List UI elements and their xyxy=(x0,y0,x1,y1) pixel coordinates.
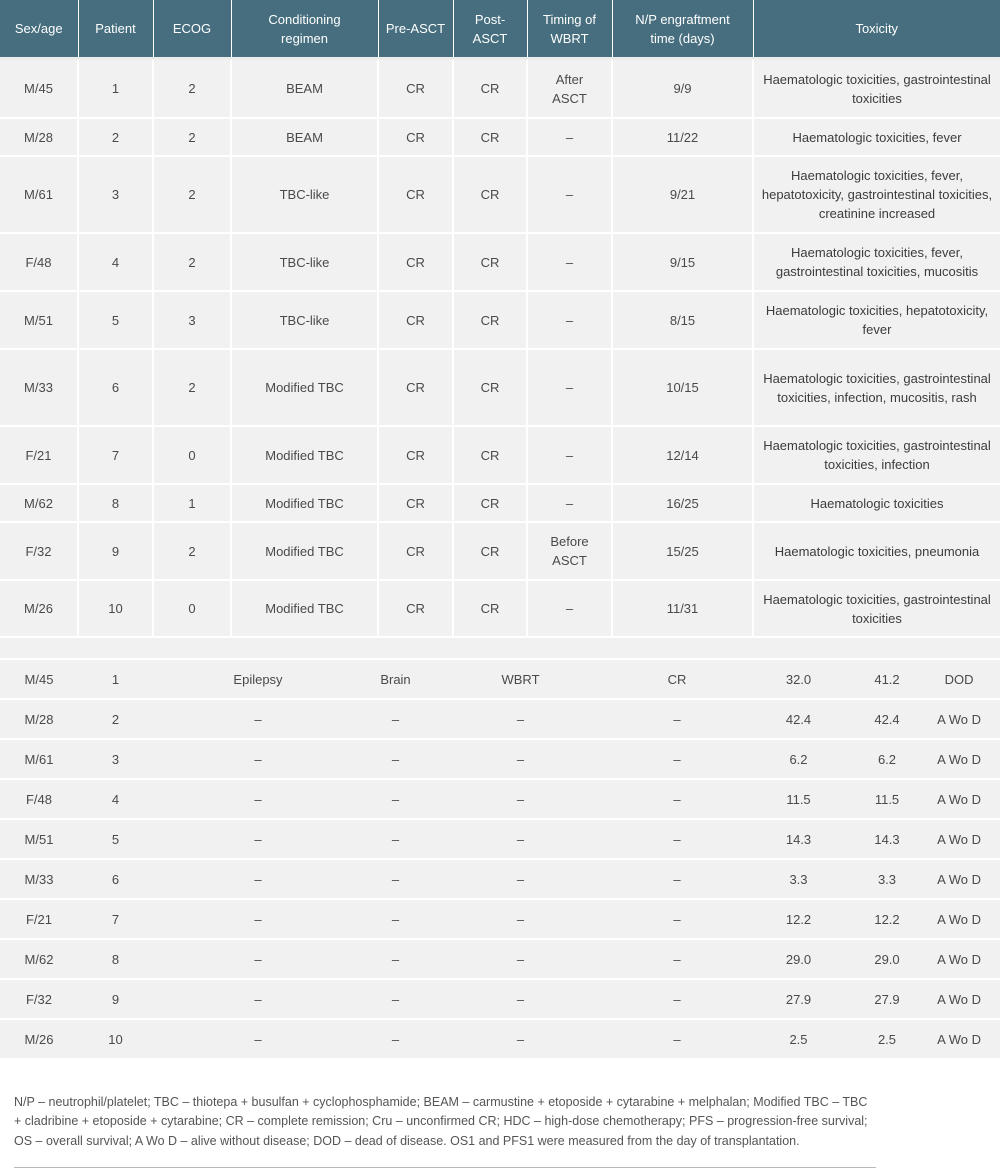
cell-response: – xyxy=(613,1019,741,1059)
cell-post-asct: CR xyxy=(453,484,527,522)
cell-sex-age: M/61 xyxy=(0,739,78,779)
cell-response: – xyxy=(613,739,741,779)
table-row xyxy=(0,522,1000,580)
cell-regimen: BEAM xyxy=(231,118,378,156)
cell-complication: – xyxy=(153,819,363,859)
cell-status: A Wo D xyxy=(918,739,1000,779)
cell-patient: 8 xyxy=(78,484,153,522)
table-row xyxy=(0,60,1000,118)
cell-ecog: 0 xyxy=(153,426,231,484)
cell-treatment: WBRT xyxy=(428,659,613,699)
cell-survival-2: 29.0 xyxy=(856,939,918,979)
table-row xyxy=(0,156,1000,233)
cell-treatment: – xyxy=(428,1019,613,1059)
cell-patient: 5 xyxy=(78,819,153,859)
cell-survival-2: 2.5 xyxy=(856,1019,918,1059)
cell-survival-1: 14.3 xyxy=(741,819,856,859)
header-post-asct-text: Post-ASCT xyxy=(472,11,508,46)
cell-engraftment: 15/25 xyxy=(612,522,753,580)
cell-timing-wbrt: – xyxy=(527,291,612,349)
cell-survival-2: 14.3 xyxy=(856,819,918,859)
cell-regimen: Modified TBC xyxy=(231,484,378,522)
cell-site: – xyxy=(363,699,428,739)
table-row xyxy=(0,580,1000,637)
cell-sex-age: F/48 xyxy=(0,233,78,291)
cell-response: – xyxy=(613,819,741,859)
cell-sex-age: M/26 xyxy=(0,1019,78,1059)
cell-status: A Wo D xyxy=(918,779,1000,819)
cell-ecog: 2 xyxy=(153,233,231,291)
table-row xyxy=(0,484,1000,522)
cell-pre-asct: CR xyxy=(378,233,453,291)
cell-timing-wbrt: – xyxy=(527,426,612,484)
header-toxicity: Toxicity xyxy=(753,0,1000,57)
table-row xyxy=(0,699,1000,739)
cell-patient: 4 xyxy=(78,233,153,291)
cell-survival-2: 6.2 xyxy=(856,739,918,779)
cell-pre-asct: CR xyxy=(378,426,453,484)
cell-patient: 3 xyxy=(78,156,153,233)
table-header-row xyxy=(0,0,1000,57)
table-row xyxy=(0,859,1000,899)
table-row xyxy=(0,939,1000,979)
cell-survival-1: 29.0 xyxy=(741,939,856,979)
cell-status: A Wo D xyxy=(918,699,1000,739)
cell-regimen: TBC-like xyxy=(231,233,378,291)
cell-sex-age: M/28 xyxy=(0,118,78,156)
cell-patient: 9 xyxy=(78,522,153,580)
cell-regimen: Modified TBC xyxy=(231,580,378,637)
header-post-asct xyxy=(453,0,527,57)
cell-treatment: – xyxy=(428,899,613,939)
cell-regimen: TBC-like xyxy=(231,156,378,233)
cell-timing-wbrt: – xyxy=(527,118,612,156)
cell-site: – xyxy=(363,819,428,859)
cell-pre-asct: CR xyxy=(378,60,453,118)
cell-toxicity: Haematologic toxicities, fever xyxy=(753,118,1000,156)
cell-patient: 1 xyxy=(78,659,153,699)
cell-sex-age: F/21 xyxy=(0,426,78,484)
header-ecog: ECOG xyxy=(153,0,231,57)
cell-sex-age: M/62 xyxy=(0,939,78,979)
table-row xyxy=(0,233,1000,291)
cell-survival-2: 12.2 xyxy=(856,899,918,939)
cell-site: – xyxy=(363,939,428,979)
cell-patient: 6 xyxy=(78,349,153,426)
cell-timing-wbrt: Before ASCT xyxy=(527,522,612,580)
header-conditioning-regimen xyxy=(231,0,378,57)
cell-toxicity: Haematologic toxicities, fever, hepatotoxicity, gastrointestinal toxicities, creatinine increased xyxy=(753,156,1000,233)
header-conditioning-text: Conditioning regimen xyxy=(268,11,341,46)
cell-sex-age: M/33 xyxy=(0,859,78,899)
table-row xyxy=(0,779,1000,819)
cell-sex-age: F/48 xyxy=(0,779,78,819)
cell-pre-asct: CR xyxy=(378,349,453,426)
table-footnote: N/P – neutrophil/platelet; TBC – thiotepa + busulfan + cyclophosphamide; BEAM – carmustine + etoposide + cytarabine + melphalan; Modified TBC – TBC + cladribine + etoposide + cytarabine; CR – complete remission; Cru – unconfirmed CR; HDC – high-dose chemotherapy; PFS – progression-free survival; OS – overall survival; A Wo D – alive without disease; DOD – dead of disease. OS1 and PFS1 were measured from the day of transplantation. xyxy=(14,1094,868,1148)
cell-patient: 2 xyxy=(78,118,153,156)
cell-patient: 2 xyxy=(78,699,153,739)
cell-engraftment: 11/22 xyxy=(612,118,753,156)
cell-sex-age: F/21 xyxy=(0,899,78,939)
cell-toxicity: Haematologic toxicities, gastrointestinal toxicities xyxy=(753,60,1000,118)
cell-patient: 10 xyxy=(78,580,153,637)
cell-pre-asct: CR xyxy=(378,484,453,522)
cell-survival-1: 42.4 xyxy=(741,699,856,739)
cell-status: A Wo D xyxy=(918,859,1000,899)
cell-patient: 6 xyxy=(78,859,153,899)
cell-pre-asct: CR xyxy=(378,291,453,349)
cell-patient: 5 xyxy=(78,291,153,349)
cell-survival-1: 11.5 xyxy=(741,779,856,819)
cell-ecog: 2 xyxy=(153,522,231,580)
cell-engraftment: 12/14 xyxy=(612,426,753,484)
cell-survival-1: 27.9 xyxy=(741,979,856,1019)
cell-patient: 7 xyxy=(78,899,153,939)
cell-survival-1: 2.5 xyxy=(741,1019,856,1059)
cell-regimen: BEAM xyxy=(231,60,378,118)
header-timing-text: Timing of WBRT xyxy=(543,11,596,46)
cell-treatment: – xyxy=(428,819,613,859)
cell-regimen: TBC-like xyxy=(231,291,378,349)
cell-toxicity: Haematologic toxicities, pneumonia xyxy=(753,522,1000,580)
cell-ecog: 1 xyxy=(153,484,231,522)
cell-regimen: Modified TBC xyxy=(231,522,378,580)
cell-engraftment: 9/15 xyxy=(612,233,753,291)
cell-sex-age: M/28 xyxy=(0,699,78,739)
cell-survival-2: 27.9 xyxy=(856,979,918,1019)
cell-complication: – xyxy=(153,979,363,1019)
cell-post-asct: CR xyxy=(453,156,527,233)
cell-toxicity: Haematologic toxicities, gastrointestinal toxicities xyxy=(753,580,1000,637)
cell-status: A Wo D xyxy=(918,899,1000,939)
cell-site: – xyxy=(363,899,428,939)
table-row xyxy=(0,1019,1000,1059)
cell-complication: – xyxy=(153,739,363,779)
cell-sex-age: M/61 xyxy=(0,156,78,233)
cell-site: – xyxy=(363,979,428,1019)
cell-engraftment: 16/25 xyxy=(612,484,753,522)
cell-sex-age: M/51 xyxy=(0,819,78,859)
cell-site: – xyxy=(363,1019,428,1059)
table-row xyxy=(0,118,1000,156)
cell-treatment: – xyxy=(428,779,613,819)
cell-engraftment: 10/15 xyxy=(612,349,753,426)
cell-response: – xyxy=(613,859,741,899)
cell-complication: – xyxy=(153,859,363,899)
cell-ecog: 2 xyxy=(153,60,231,118)
table-row xyxy=(0,899,1000,939)
cell-post-asct: CR xyxy=(453,426,527,484)
cell-survival-1: 12.2 xyxy=(741,899,856,939)
cell-ecog: 2 xyxy=(153,156,231,233)
cell-patient: 1 xyxy=(78,60,153,118)
cell-engraftment: 9/9 xyxy=(612,60,753,118)
header-engraftment xyxy=(612,0,753,57)
header-engraftment-text: N/P engraftment time (days) xyxy=(635,11,730,46)
cell-post-asct: CR xyxy=(453,291,527,349)
cell-pre-asct: CR xyxy=(378,118,453,156)
cell-timing-wbrt: – xyxy=(527,349,612,426)
cell-complication: – xyxy=(153,899,363,939)
cell-response: CR xyxy=(613,659,741,699)
cell-sex-age: F/32 xyxy=(0,522,78,580)
cell-ecog: 3 xyxy=(153,291,231,349)
cell-post-asct: CR xyxy=(453,349,527,426)
cell-regimen: Modified TBC xyxy=(231,426,378,484)
cell-status: DOD xyxy=(918,659,1000,699)
cell-site: – xyxy=(363,739,428,779)
cell-treatment: – xyxy=(428,979,613,1019)
cell-patient: 9 xyxy=(78,979,153,1019)
cell-survival-2: 42.4 xyxy=(856,699,918,739)
cell-site: – xyxy=(363,859,428,899)
table-row xyxy=(0,979,1000,1019)
cell-survival-2: 41.2 xyxy=(856,659,918,699)
header-sex-age: Sex/age xyxy=(0,0,78,57)
cell-toxicity: Haematologic toxicities, fever, gastrointestinal toxicities, mucositis xyxy=(753,233,1000,291)
cell-survival-1: 32.0 xyxy=(741,659,856,699)
cell-response: – xyxy=(613,939,741,979)
cell-sex-age: M/26 xyxy=(0,580,78,637)
cell-patient: 10 xyxy=(78,1019,153,1059)
cell-response: – xyxy=(613,979,741,1019)
cell-response: – xyxy=(613,779,741,819)
header-patient: Patient xyxy=(78,0,153,57)
outcome-table xyxy=(0,638,1000,1060)
treatment-table-body xyxy=(0,57,1000,637)
cell-pre-asct: CR xyxy=(378,156,453,233)
table-row xyxy=(0,291,1000,349)
cell-pre-asct: CR xyxy=(378,580,453,637)
cell-treatment: – xyxy=(428,739,613,779)
cell-regimen: Modified TBC xyxy=(231,349,378,426)
cell-treatment: – xyxy=(428,939,613,979)
cell-pre-asct: CR xyxy=(378,522,453,580)
cell-post-asct: CR xyxy=(453,60,527,118)
cell-response: – xyxy=(613,699,741,739)
cell-engraftment: 11/31 xyxy=(612,580,753,637)
cell-toxicity: Haematologic toxicities, gastrointestinal toxicities, infection xyxy=(753,426,1000,484)
cell-toxicity: Haematologic toxicities, hepatotoxicity, fever xyxy=(753,291,1000,349)
outcome-table-body xyxy=(0,638,1000,1059)
cell-toxicity: Haematologic toxicities xyxy=(753,484,1000,522)
cell-response: – xyxy=(613,899,741,939)
cell-sex-age: M/51 xyxy=(0,291,78,349)
cell-sex-age: M/33 xyxy=(0,349,78,426)
cell-post-asct: CR xyxy=(453,580,527,637)
cell-survival-1: 3.3 xyxy=(741,859,856,899)
cell-post-asct: CR xyxy=(453,522,527,580)
table-row xyxy=(0,349,1000,426)
cell-patient: 7 xyxy=(78,426,153,484)
header-timing-wbrt xyxy=(527,0,612,57)
cell-complication: – xyxy=(153,1019,363,1059)
cell-survival-1: 6.2 xyxy=(741,739,856,779)
cell-complication: – xyxy=(153,779,363,819)
cell-patient: 3 xyxy=(78,739,153,779)
header-pre-asct: Pre-ASCT xyxy=(378,0,453,57)
cell-sex-age: M/45 xyxy=(0,60,78,118)
cell-sex-age: M/62 xyxy=(0,484,78,522)
cell-treatment: – xyxy=(428,699,613,739)
cell-engraftment: 8/15 xyxy=(612,291,753,349)
cell-complication: – xyxy=(153,939,363,979)
cell-patient: 8 xyxy=(78,939,153,979)
cell-timing-wbrt: – xyxy=(527,484,612,522)
cell-toxicity: Haematologic toxicities, gastrointestinal toxicities, infection, mucositis, rash xyxy=(753,349,1000,426)
cell-site: Brain xyxy=(363,659,428,699)
cell-site: – xyxy=(363,779,428,819)
cell-sex-age: M/45 xyxy=(0,659,78,699)
cell-post-asct: CR xyxy=(453,118,527,156)
cell-treatment: – xyxy=(428,859,613,899)
table-row xyxy=(0,659,1000,699)
cell-sex-age: F/32 xyxy=(0,979,78,1019)
cell-timing-wbrt: – xyxy=(527,156,612,233)
cell-status: A Wo D xyxy=(918,979,1000,1019)
cell-patient: 4 xyxy=(78,779,153,819)
cell-status: A Wo D xyxy=(918,939,1000,979)
cell-post-asct: CR xyxy=(453,233,527,291)
cell-status: A Wo D xyxy=(918,819,1000,859)
cell-complication: Epilepsy xyxy=(153,659,363,699)
cell-timing-wbrt: After ASCT xyxy=(527,60,612,118)
cell-ecog: 2 xyxy=(153,349,231,426)
table-row xyxy=(0,819,1000,859)
cell-timing-wbrt: – xyxy=(527,233,612,291)
cell-engraftment: 9/21 xyxy=(612,156,753,233)
cell-survival-2: 11.5 xyxy=(856,779,918,819)
cell-ecog: 2 xyxy=(153,118,231,156)
cell-survival-2: 3.3 xyxy=(856,859,918,899)
cell-ecog: 0 xyxy=(153,580,231,637)
cell-timing-wbrt: – xyxy=(527,580,612,637)
cell-status: A Wo D xyxy=(918,1019,1000,1059)
table-row xyxy=(0,426,1000,484)
table-row xyxy=(0,739,1000,779)
cell-complication: – xyxy=(153,699,363,739)
footnote-divider xyxy=(14,1167,876,1168)
